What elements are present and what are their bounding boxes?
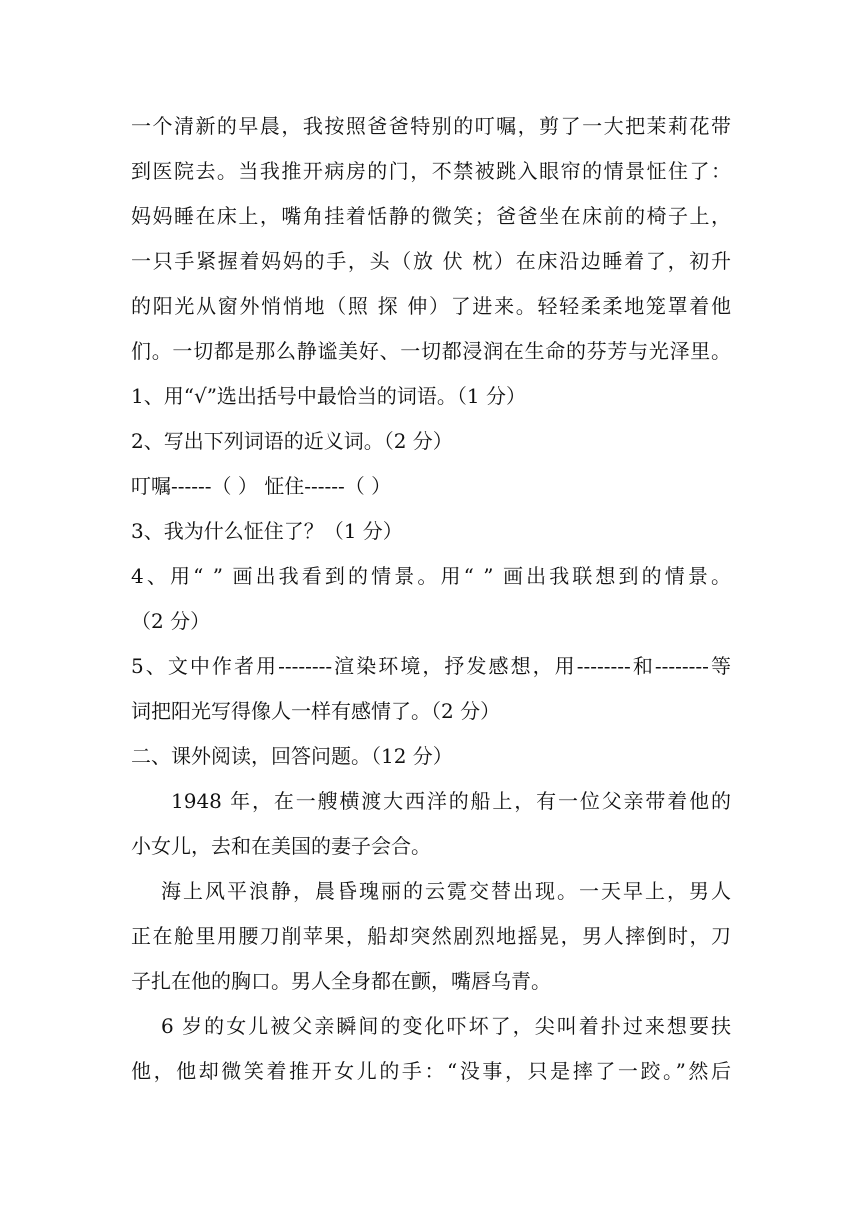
- passage1-line-3: 妈妈睡在床上，嘴角挂着恬静的微笑；爸爸坐在床前的椅子上，: [131, 204, 731, 228]
- passage1-line-6: 们。一切都是那么静谧美好、一切都浸润在生命的芬芳与光泽里。: [131, 339, 731, 363]
- question-5-line-2: 词把阳光写得像人一样有感情了。（2 分）: [131, 699, 501, 723]
- section-2-line-5: 子扎在他的胸口。男人全身都在颤，嘴唇乌青。: [131, 969, 551, 993]
- section-2-line-1: 1948 年，在一艘横渡大西洋的船上，有一位父亲带着他的: [171, 789, 731, 813]
- section-2-line-2: 小女儿，去和在美国的妻子会合。: [131, 834, 431, 858]
- passage1-line-5: 的阳光从窗外悄悄地（照 探 伸）了进来。轻轻柔柔地笼罩着他: [131, 294, 731, 318]
- section-2-line-4: 正在舱里用腰刀削苹果，船却突然剧烈地摇晃，男人摔倒时，刀: [131, 924, 731, 948]
- passage1-line-4: 一只手紧握着妈妈的手，头（放 伏 枕）在床沿边睡着了，初升: [131, 249, 731, 273]
- section-2-heading: 二、课外阅读，回答问题。（12 分）: [131, 744, 453, 768]
- passage1-line-2: 到医院去。当我推开病房的门，不禁被跳入眼帘的情景怔住了：: [131, 159, 731, 183]
- section-2-line-7: 他，他却微笑着推开女儿的手：“没事，只是摔了一跤。”然后: [131, 1059, 731, 1083]
- question-2-blanks: 叮嘱------（ ） 怔住------（ ）: [131, 474, 392, 498]
- passage1-line-1: 一个清新的早晨，我按照爸爸特别的叮嘱，剪了一大把茉莉花带: [131, 114, 731, 138]
- question-2: 2、写出下列词语的近义词。（2 分）: [131, 429, 453, 453]
- question-4-line-1: 4、用“ ” 画出我看到的情景。用“ ” 画出我联想到的情景。: [131, 564, 731, 588]
- question-3: 3、我为什么怔住了？（1 分）: [131, 519, 403, 543]
- section-2-line-3: 海上风平浪静，晨昏瑰丽的云霓交替出现。一天早上，男人: [161, 879, 731, 903]
- question-4-line-2: （2 分）: [131, 609, 211, 633]
- question-5-line-1: 5、文中作者用--------渲染环境，抒发感想，用--------和--------等: [131, 654, 731, 678]
- document-page: [131, 104, 731, 1094]
- question-1: 1、用“√”选出括号中最恰当的词语。（1 分）: [131, 384, 526, 408]
- section-2-line-6: 6 岁的女儿被父亲瞬间的变化吓坏了，尖叫着扑过来想要扶: [161, 1014, 731, 1038]
